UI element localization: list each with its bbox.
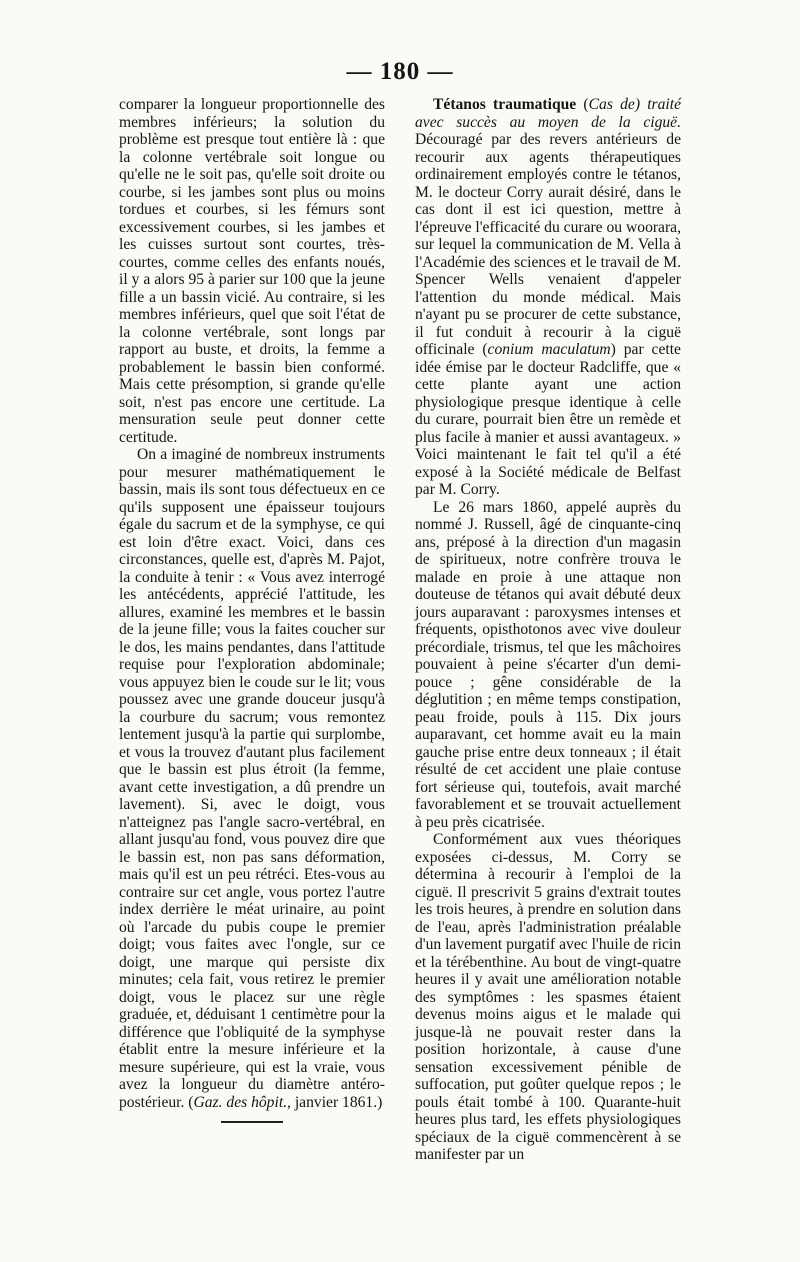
right-paragraph-2: Le 26 mars 1860, appelé auprès du nommé J. Russell, âgé de cinquante-cinq ans, préposé à la direction d'un magasin de spiritueux, notre confrère trouva le malade en proie à une attaque non douteuse de tétanos qui avait débuté deux jours auparavant : paroxysmes intenses et fréquents, opisthotonos avec vive douleur précordiale, trismus, tel que les mâchoires pouvaient à peine s'écarter d'un demi-pouce ; gêne considérable de la déglutition ; en même temps constipation, peau froide, pouls à 115. Dix jours auparavant, cet homme avait eu la main gauche prise entre deux tonneaux ; il était résulté de cet accident une plaie contuse fort sérieuse qui, toutefois, avait marché favorablement et se trouvait actuellement à peu près cicatrisée. xyxy=(415,498,681,831)
page-number: — 180 — xyxy=(346,58,454,85)
subtitle-open: ( xyxy=(576,96,589,113)
left-column xyxy=(119,96,385,1123)
article-heading: Tétanos traumatique xyxy=(433,96,577,113)
left-paragraph-2 xyxy=(119,446,385,1111)
right-paragraph-3: Conformément aux vues théoriques exposées ci-dessus, M. Corry se détermina à recourir à l'emploi de la ciguë. Il prescrivit 5 grains d'extrait toutes les trois heures, à prendre en solution dans de l'eau, après l'administration préalable d'un lavement purgatif avec l'huile de ricin et la térébenthine. Au bout de vingt-quatre heures il y avait une amélioration notable des symptômes : les spasmes étaient devenus moins aigus et le malade qui jusque-là ne pouvait rester dans la position horizontale, à cause d'une sensation excessivement pénible de suffocation, put goûter quelque repos ; le pouls était tombé à 100. Quarante-huit heures plus tard, les effets physiologiques spéciaux de la ciguë commencèrent à se manifester par un xyxy=(415,831,681,1163)
article-subtitle: Cas de) traité avec succès au moyen de la ciguë. xyxy=(415,96,681,131)
right-paragraph-1 xyxy=(415,96,681,499)
left-paragraph-2-text: On a imaginé de nombreux instruments pour mesurer mathématiquement le bassin, mais ils sont tous défectueux en ce qu'ils supposent une épaisseur toujours égale du sacrum et de la symphyse, ce qui est loin d'être exact. Voici, dans ces circonstances, quelle est, d'après M. Pajot, la conduite à tenir : « Vous avez interrogé les antécédents, apprécié l'attitude, les allures, examiné les membres et le bassin de la jeune fille; vous la faites coucher sur le dos, les mains pendantes, dans l'attitude requise pour l'exploration abdominale; vous appuyez bien le coude sur le lit; vous poussez avec une grande douceur jusqu'à la courbure du sacrum; vous remontez lentement jusqu'à la partie qui surplombe, et vous la trouvez d'autant plus facilement que le bassin est plus étroit (la femme, avant cette investigation, a dû prendre un lavement). Si, avec le doigt, vous n'atteignez pas l'angle sacro-vertébral, en allant jusqu'au fond, vous pouvez dire que le bassin est, non pas sans déformation, mais qu'il est un peu rétréci. Etes-vous au contraire sur cet angle, vous portez l'autre index derrière le méat urinaire, au point où l'arcade du pubis coupe le premier doigt; vous faites avec l'ongle, sur ce doigt, une marque qui persiste dix minutes; cela fait, vous retirez le premier doigt, vous le placez sur une règle graduée, et, déduisant 1 centimètre pour la différence que l'obliquité de la symphyse établit entre la mesure inférieure et la mesure supérieure, qui est la vraie, vous avez la longueur du diamètre antéro-postérieur. xyxy=(119,446,385,1111)
right-column xyxy=(415,96,681,1164)
citation-close: , janvier 1861.) xyxy=(287,1093,383,1111)
left-paragraph-1: comparer la longueur proportionnelle des membres inférieurs; la solution du problème est presque tout entière là : que la colonne vertébrale soit longue ou qu'elle ne le soit pas, qu'elle soit droite ou courbe, si les jambes sont plus ou moins tordues et courbes, si les fémurs sont excessivement courbes, si les jambes et les cuisses surtout sont courtes, très-courtes, comme celles des enfants noués, il y a alors 95 à parier sur 100 que la jeune fille a un bassin vicié. Au contraire, si les membres inférieurs, quel que soit l'état de la colonne vertébrale, sont longs par rapport au buste, et droits, la femme a probablement le bassin bien conformé. Mais cette présomption, si grande qu'elle soit, n'est pas encore une certitude. La mensuration seule peut donner cette certitude. xyxy=(119,96,385,446)
latin-name: conium maculatum xyxy=(487,341,611,358)
section-divider xyxy=(221,1121,283,1123)
right-paragraph-1-end: ) par cette idée émise par le docteur Radcliffe, que « cette plante ayant une action physiologique presque identique à celle du curare, pourrait bien être un remède et plus facile à manier et aussi avantageux. » Voici maintenant le fait tel qu'il a été exposé à la Société médicale de Belfast par M. Corry. xyxy=(415,341,681,498)
citation-source: Gaz. des hôpit. xyxy=(193,1093,288,1111)
citation-open: ( xyxy=(184,1093,194,1111)
right-paragraph-1-text: Découragé par des revers antérieurs de recourir aux agents thérapeutiques ordinairement employés contre le tétanos, M. le docteur Corry aurait désiré, dans le cas dont il est ici question, mettre à l'épreuve l'efficacité du curare ou woorara, sur lequel la communication de M. Vella à l'Académie des sciences et le travail de M. Spencer Wells venaient d'appeler l'attention du monde médical. Mais n'ayant pu se procurer de cette substance, il fut conduit à recourir à la ciguë officinale ( xyxy=(415,131,681,358)
